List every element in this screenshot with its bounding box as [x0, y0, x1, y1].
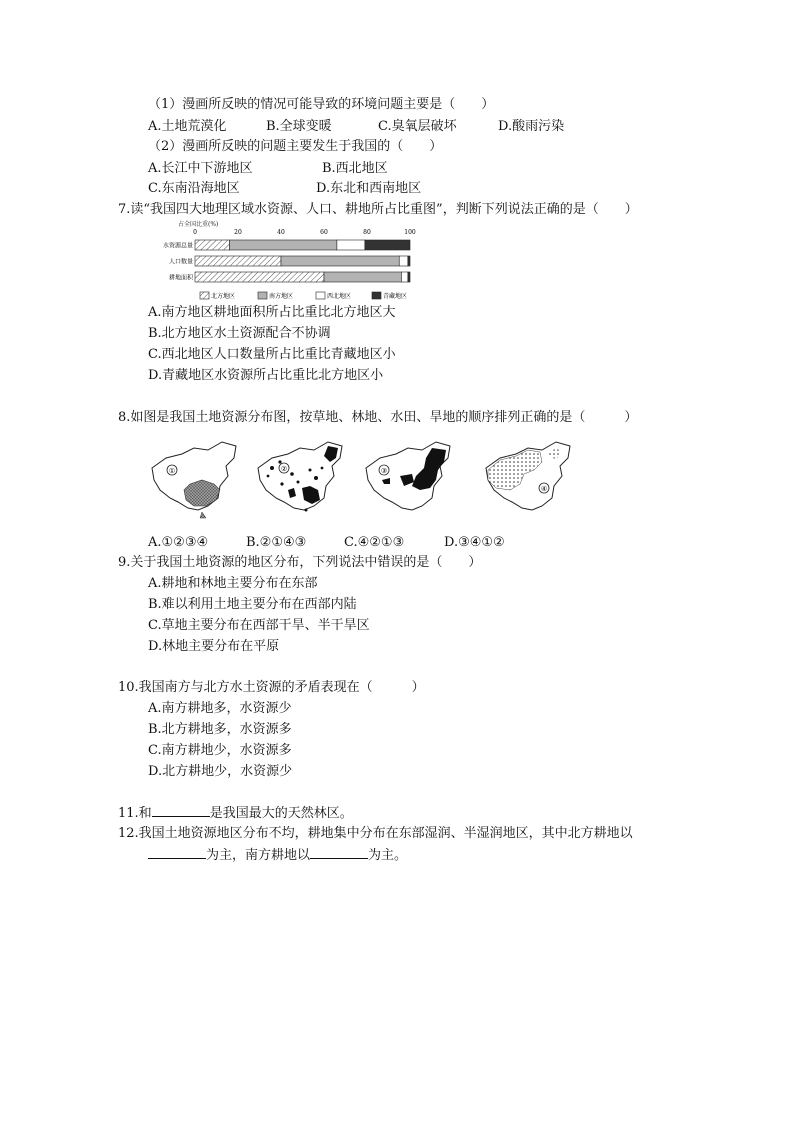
q7-option-a: A.南方地区耕地面积所占比重比北方地区大 — [148, 305, 396, 320]
chart-legend-label: 北方地区 — [211, 293, 236, 300]
chart-category-label: 水资源总量 — [162, 242, 193, 250]
chart-ticks — [193, 229, 416, 236]
chart-legend-swatch — [258, 292, 267, 299]
chart-tick-label: 100 — [404, 229, 416, 236]
q12-blank-south[interactable] — [310, 846, 368, 859]
chart-legend-label: 西北地区 — [327, 293, 352, 300]
q7-option-b: B.北方地区水土资源配合不协调 — [148, 326, 331, 341]
q9-option-c: C.草地主要分布在西部干旱、半干旱区 — [148, 618, 370, 633]
q9-option-b: B.难以利用土地主要分布在西部内陆 — [148, 597, 357, 612]
chart-legend-label: 南方地区 — [269, 293, 294, 300]
chart-bars — [163, 240, 410, 282]
q6-sub1-option-d: D.酸雨污染 — [498, 119, 565, 134]
q11-suffix: 是我国最大的天然林区。 — [209, 806, 353, 821]
chart-bar-segment — [229, 240, 337, 250]
q8-option-a: A.①②③④ — [148, 535, 209, 550]
q6-sub2-option-a: A.长江中下游地区 — [148, 161, 253, 176]
map-4-label: ④ — [540, 485, 548, 493]
chart-bar-segment — [195, 240, 229, 250]
chart-bar-segment — [399, 256, 408, 266]
q12-blank-north[interactable] — [148, 846, 206, 859]
q11-stem — [118, 804, 353, 823]
q12-mid: 为主，南方耕地以 — [206, 848, 311, 863]
chart-bar-segment — [337, 240, 365, 250]
q12-line-1: 12.我国土地资源地区分布不均，耕地集中分布在东部湿润、半湿润地区，其中北方耕地以 — [118, 826, 633, 841]
q9-option-d: D.林地主要分布在平原 — [148, 639, 280, 654]
q6-sub2-option-d: D.东北和西南地区 — [316, 181, 422, 196]
chart-tick-label: 60 — [320, 229, 328, 236]
q7-option-c: C.西北地区人口数量所占比重比青藏地区小 — [148, 347, 396, 362]
q8-stem: 8.如图是我国土地资源分布图，按草地、林地、水田、旱地的顺序排列正确的是（ ） — [118, 410, 638, 425]
q6-sub1-option-c: C.臭氧层破坏 — [378, 119, 457, 134]
chart-tick-label: 0 — [193, 229, 197, 236]
chart-axis-title: 占全国比重(%) — [178, 221, 219, 228]
q11-blank[interactable] — [152, 804, 210, 817]
map-4-grassland — [480, 440, 580, 522]
q10-option-a: A.南方耕地多，水资源少 — [148, 701, 292, 716]
map-1-label: ① — [168, 467, 176, 475]
q6-sub2-option-c: C.东南沿海地区 — [148, 181, 240, 196]
map-1-paddy-fields — [146, 440, 246, 522]
q7-stacked-bar-chart — [140, 220, 430, 304]
q9-stem: 9.关于我国土地资源的地区分布，下列说法中错误的是（ ） — [118, 555, 482, 570]
chart-legend-swatch — [316, 292, 325, 299]
chart-tick-label: 40 — [277, 229, 285, 236]
chart-category-label: 耕地面积 — [168, 274, 193, 282]
chart-legend-swatch — [200, 292, 209, 299]
q8-option-d: D.③④①② — [444, 535, 505, 550]
q12-line-2 — [148, 846, 407, 865]
q10-option-c: C.南方耕地少，水资源多 — [148, 743, 292, 758]
q6-sub1-option-b: B.全球变暖 — [266, 119, 332, 134]
chart-bar-segment — [324, 272, 401, 282]
chart-category-label: 人口数量 — [168, 258, 193, 266]
chart-legend-label: 青藏地区 — [383, 293, 408, 300]
chart-legend — [200, 292, 407, 300]
chart-tick-label: 20 — [234, 229, 242, 236]
chart-bar-segment — [281, 256, 399, 266]
map-2-forest — [252, 440, 352, 522]
chart-tick-label: 80 — [363, 229, 371, 236]
chart-bar-segment — [195, 272, 324, 282]
chart-legend-swatch — [372, 292, 381, 299]
map-3-dry-land — [360, 440, 460, 522]
q6-sub2-option-b: B.西北地区 — [322, 161, 388, 176]
chart-bar-segment — [408, 272, 410, 282]
q12-end: 为主。 — [368, 848, 408, 863]
q7-option-d: D.青藏地区水资源所占比重比北方地区小 — [148, 368, 384, 383]
q8-option-c: C.④②①③ — [344, 535, 405, 550]
chart-bar-segment — [401, 272, 407, 282]
chart-bar-segment — [195, 256, 281, 266]
q6-sub1-option-a: A.土地荒漠化 — [148, 119, 227, 134]
chart-bar-segment — [408, 256, 410, 266]
q10-option-d: D.北方耕地少，水资源少 — [148, 764, 293, 779]
map-3-label: ③ — [380, 467, 388, 475]
q6-sub1-stem: （1）漫画所反映的情况可能导致的环境问题主要是（ ） — [148, 97, 495, 112]
q10-stem: 10.我国南方与北方水土资源的矛盾表现在（ ） — [118, 680, 425, 695]
map-2-label: ② — [280, 465, 288, 473]
q10-option-b: B.北方耕地多，水资源多 — [148, 722, 292, 737]
q9-option-a: A.耕地和林地主要分布在东部 — [148, 576, 318, 591]
chart-bar-segment — [365, 240, 410, 250]
q7-stem: 7.读“我国四大地理区域水资源、人口、耕地所占比重图”，判断下列说法正确的是（ ） — [118, 202, 638, 217]
q11-prefix: 11.和 — [118, 806, 152, 821]
q8-option-b: B.②①④③ — [246, 535, 307, 550]
q6-sub2-stem: （2）漫画所反映的问题主要发生于我国的（ ） — [148, 139, 443, 154]
